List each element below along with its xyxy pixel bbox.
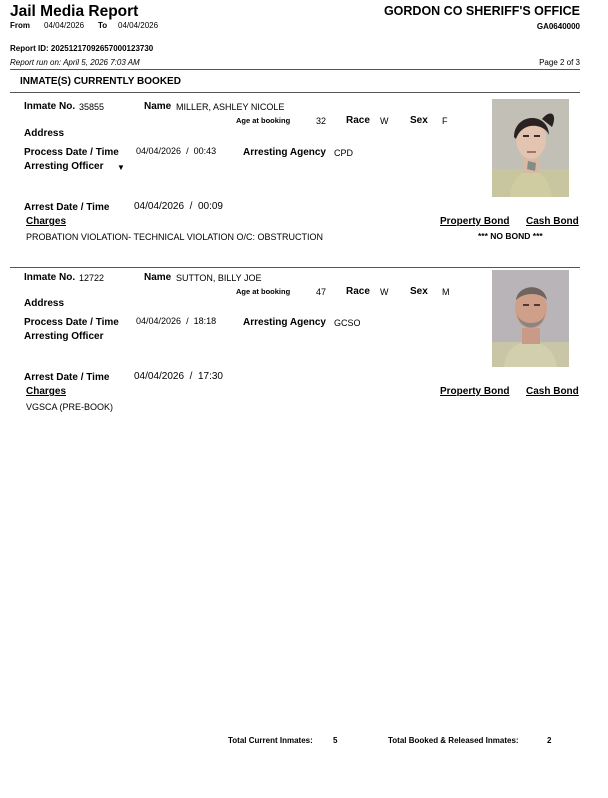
age-value: 47 xyxy=(316,287,327,297)
arresting-officer-label: Arresting Officer xyxy=(24,331,104,342)
cash-bond-label: Cash Bond xyxy=(526,386,579,397)
total-booked-label: Total Booked & Released Inmates: xyxy=(388,736,519,745)
inmate-no-label: Inmate No. xyxy=(24,272,76,283)
name-label: Name xyxy=(144,101,172,112)
from-date: 04/04/2026 xyxy=(44,21,85,30)
charge-text: PROBATION VIOLATION- TECHNICAL VIOLATION O/C: OBSTRUCTION xyxy=(26,232,324,242)
total-booked-value: 2 xyxy=(547,736,552,745)
age-label: Age at booking xyxy=(236,287,291,296)
arrest-dt-label: Arrest Date / Time xyxy=(24,202,110,213)
officer-mark-icon: ▼ xyxy=(117,163,125,172)
arrest-dt-value xyxy=(134,201,223,212)
arresting-agency-value: GCSO xyxy=(334,318,361,328)
office-name: GORDON CO SHERIFF'S OFFICE xyxy=(383,4,580,18)
process-date: 04/04/2026 xyxy=(136,146,182,156)
age-label: Age at booking xyxy=(236,116,291,125)
run-on-label: Report run on: xyxy=(10,58,62,67)
charge-text: VGSCA (PRE-BOOK) xyxy=(26,402,114,412)
arrest-dt-label: Arrest Date / Time xyxy=(24,372,110,383)
process-time: 00:43 xyxy=(193,146,217,156)
sex-label: Sex xyxy=(410,286,428,297)
name-value: SUTTON, BILLY JOE xyxy=(176,273,262,283)
process-time: 18:18 xyxy=(193,316,217,326)
to-label: To xyxy=(98,21,108,30)
race-label: Race xyxy=(346,115,370,126)
race-label: Race xyxy=(346,286,370,297)
race-value: W xyxy=(380,116,389,126)
arrest-time: 00:09 xyxy=(197,201,223,212)
charges-label: Charges xyxy=(26,216,67,227)
report-id xyxy=(10,44,153,53)
slash: / xyxy=(189,201,193,212)
property-bond-label: Property Bond xyxy=(440,386,510,397)
header-divider xyxy=(10,69,580,70)
slash: / xyxy=(186,146,189,156)
arresting-officer-label: Arresting Officer xyxy=(24,161,104,172)
age-value: 32 xyxy=(316,116,327,126)
total-current-label: Total Current Inmates: xyxy=(228,736,313,745)
sex-value: F xyxy=(442,116,448,126)
mugshot-photo xyxy=(492,99,569,197)
page-number: Page 2 of 3 xyxy=(539,58,580,67)
bond-note: *** NO BOND *** xyxy=(478,231,543,241)
process-date: 04/04/2026 xyxy=(136,316,182,326)
name-value: MILLER, ASHLEY NICOLE xyxy=(176,102,285,112)
arresting-agency-label: Arresting Agency xyxy=(243,147,326,158)
arrest-date: 04/04/2026 xyxy=(134,371,185,382)
arrest-time: 17:30 xyxy=(197,371,223,382)
record-divider xyxy=(10,267,580,268)
arresting-agency-value: CPD xyxy=(334,148,354,158)
process-dt-label: Process Date / Time xyxy=(24,147,119,158)
address-label: Address xyxy=(24,128,65,139)
total-current-value: 5 xyxy=(333,736,338,745)
section-divider xyxy=(10,92,580,93)
race-value: W xyxy=(380,287,389,297)
arrest-date: 04/04/2026 xyxy=(134,201,185,212)
report-id-value: 20251217092657000123730 xyxy=(50,44,154,53)
inmate-no-value: 12722 xyxy=(79,273,105,283)
arrest-dt-value xyxy=(134,371,223,382)
inmate-no-label: Inmate No. xyxy=(24,101,76,112)
report-run-on xyxy=(10,58,140,67)
mugshot-photo xyxy=(492,270,569,367)
process-dt-value xyxy=(136,316,216,326)
to-date: 04/04/2026 xyxy=(118,21,159,30)
inmate-no-value: 35855 xyxy=(79,102,105,112)
arresting-agency-label: Arresting Agency xyxy=(243,317,326,328)
run-on-value: April 5, 2026 7:03 AM xyxy=(63,58,140,67)
report-id-label: Report ID: xyxy=(10,44,49,53)
charges-label: Charges xyxy=(26,386,67,397)
section-title: INMATE(S) CURRENTLY BOOKED xyxy=(20,76,181,87)
sex-label: Sex xyxy=(410,115,428,126)
process-dt-label: Process Date / Time xyxy=(24,317,119,328)
property-bond-label: Property Bond xyxy=(440,216,510,227)
cash-bond-label: Cash Bond xyxy=(526,216,579,227)
address-label: Address xyxy=(24,298,65,309)
sex-value: M xyxy=(442,287,450,297)
process-dt-value xyxy=(136,146,216,156)
slash: / xyxy=(186,316,189,326)
from-label: From xyxy=(10,21,30,30)
report-title: Jail Media Report xyxy=(10,3,139,20)
office-code: GA0640000 xyxy=(536,22,580,31)
slash: / xyxy=(189,371,193,382)
name-label: Name xyxy=(144,272,172,283)
